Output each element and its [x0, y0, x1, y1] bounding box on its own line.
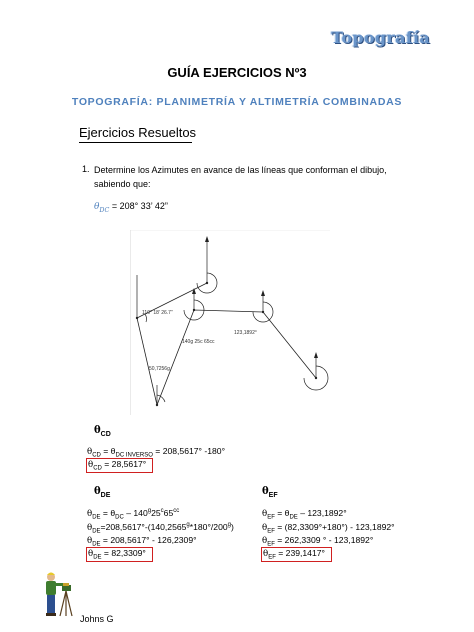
ef-line-3: $\theta_{EF} = 262,3309$ ° - 123,1892°	[262, 535, 374, 548]
ef-line-1: $\theta_{EF} = \theta_{DE} - 123,1892^\circ$	[262, 508, 347, 521]
cd-heading: $\theta_{CD}$	[94, 425, 111, 438]
cd-line-1: $\theta_{CD} = \theta_{DC INVERSO} = 208,5617^\circ$ -180°	[87, 446, 226, 459]
north-arrow-f	[314, 352, 318, 358]
traverse-diagram	[130, 230, 334, 420]
de-line-1: $\theta_{DE} = \theta_{DC} - 140^g25^c65^{cc}$	[87, 508, 180, 521]
angle-label-b: 50,7256g	[149, 366, 170, 372]
cd-result-box: $\theta_{CD} = 28,5617^\circ$	[86, 458, 153, 473]
author-name: Johns G	[80, 614, 114, 624]
de-line-2: $\theta_{DE}=208,5617^\circ-(140,2565^g*180^\circ/200^g)$	[87, 522, 234, 535]
given-azimuth: $\theta_{DC} = 208^\circ$ 33’ 42”	[94, 201, 168, 214]
angle-label-e: 123,1892°	[234, 330, 257, 336]
question-text: Determine los Azimutes en avance de las líneas que conforman el dibujo, sabiendo que:	[94, 165, 387, 189]
theta-symbol: $\theta_{DC}$	[94, 202, 110, 214]
station-e	[262, 311, 264, 313]
station-b	[136, 317, 138, 319]
station-d	[193, 309, 195, 311]
angle-label-d: 140g 25c 65cc	[182, 339, 215, 345]
section-heading: Ejercicios Resueltos	[79, 125, 197, 140]
station-c	[206, 282, 208, 284]
north-arrow-e	[261, 290, 265, 296]
surveyor-illustration	[42, 571, 76, 617]
traverse-lines	[137, 283, 316, 405]
de-line-3: $\theta_{DE} = 208,5617^\circ - 126,2309^\circ$	[87, 535, 197, 548]
de-result-box: $\theta_{DE} = 82,3309^\circ$	[86, 547, 153, 562]
ef-line-2: $\theta_{EF} = (82,3309^\circ+180^\circ) - 123,1892^\circ$	[262, 522, 395, 535]
ef-heading: $\theta_{EF}$	[262, 486, 278, 499]
ef-result-box: $\theta_{EF} = 239,1417^\circ$	[261, 547, 332, 562]
page-subtitle: TOPOGRAFÍA: PLANIMETRÍA Y ALTIMETRÍA COMBINADAS	[71, 96, 403, 108]
section-underline	[79, 142, 192, 143]
page-title: GUÍA EJERCICIOS Nº3	[167, 65, 307, 80]
topografia-logo: Topografía	[331, 28, 430, 47]
north-arrow-c	[205, 236, 209, 242]
station-a	[156, 404, 158, 406]
station-f	[315, 377, 317, 379]
de-heading: $\theta_{DE}$	[94, 486, 111, 499]
question-number: 1.	[82, 164, 90, 174]
angle-label-c: 110° 18’ 26.7”	[142, 310, 173, 316]
